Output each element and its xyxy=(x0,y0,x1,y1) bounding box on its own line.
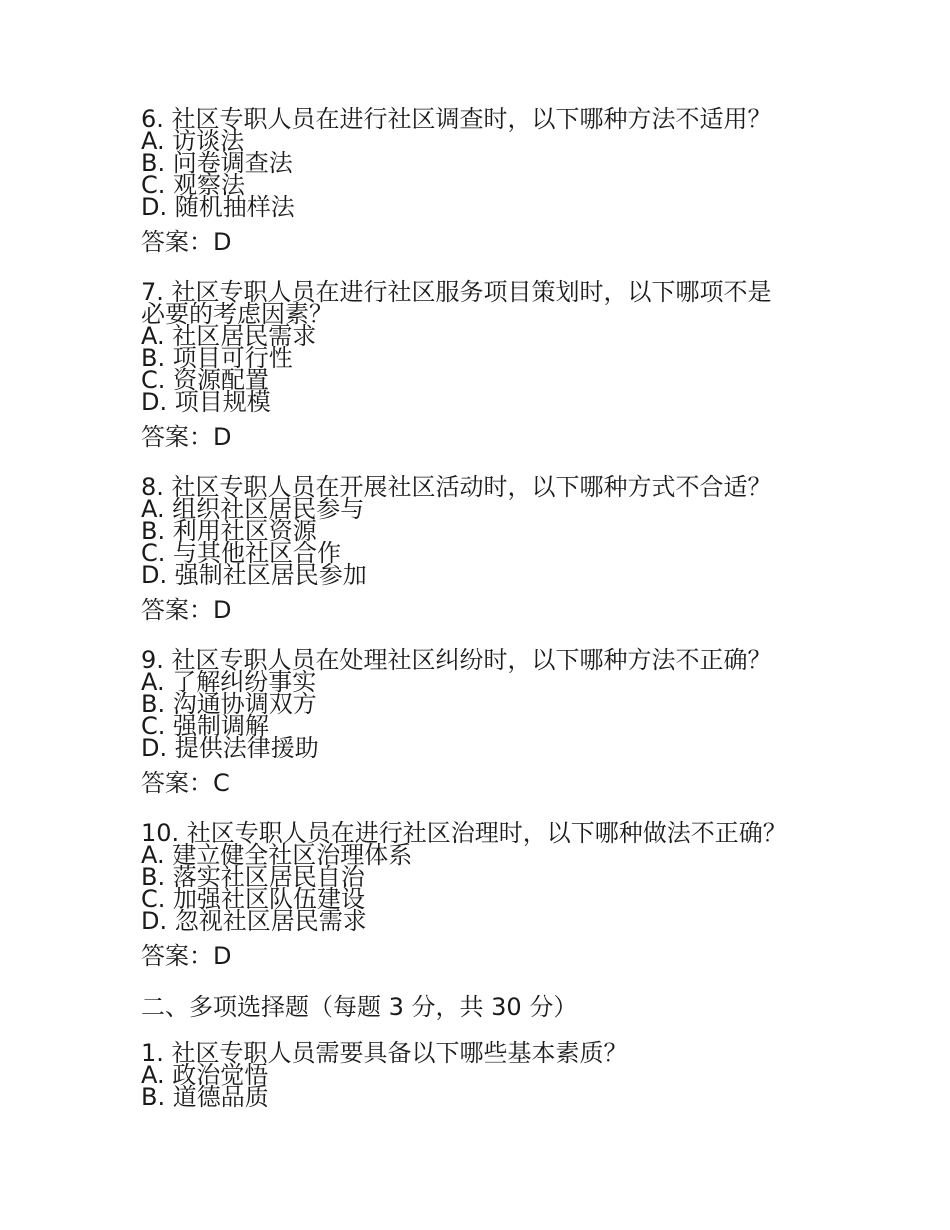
question-9 xyxy=(141,646,841,762)
document-content xyxy=(141,105,841,1120)
question-8 xyxy=(141,473,841,589)
question-7 xyxy=(141,278,841,416)
question-6 xyxy=(141,105,841,221)
option-d: D. 强制社区居民参加 xyxy=(141,561,367,589)
option-a: A. 政治觉悟 xyxy=(141,1061,269,1089)
option-d: D. 忽视社区居民需求 xyxy=(141,907,367,935)
option-b: B. 问卷调查法 xyxy=(141,149,293,177)
option-b: B. 道德品质 xyxy=(141,1083,269,1111)
answer-6: 答案：D xyxy=(141,228,232,256)
question-stem: 8. 社区专职人员在开展社区活动时，以下哪种方式不合适？ xyxy=(141,473,772,501)
multi-question-1 xyxy=(141,1039,841,1111)
option-d: D. 随机抽样法 xyxy=(141,193,295,221)
question-stem-continued: 必要的考虑因素？ xyxy=(141,300,333,328)
option-b: B. 利用社区资源 xyxy=(141,517,317,545)
section-title: 二、多项选择题（每题 3 分，共 30 分） xyxy=(141,993,578,1021)
option-a: A. 建立健全社区治理体系 xyxy=(141,841,413,869)
option-a: A. 访谈法 xyxy=(141,127,245,155)
option-c: C. 资源配置 xyxy=(141,366,270,394)
option-c: C. 加强社区队伍建设 xyxy=(141,885,366,913)
answer-7: 答案：D xyxy=(141,423,232,451)
question-stem: 6. 社区专职人员在进行社区调查时，以下哪种方法不适用？ xyxy=(141,105,772,133)
option-c: C. 观察法 xyxy=(141,171,246,199)
option-d: D. 项目规模 xyxy=(141,388,271,416)
option-b: B. 沟通协调双方 xyxy=(141,690,317,718)
question-stem: 10. 社区专职人员在进行社区治理时，以下哪种做法不正确？ xyxy=(141,819,787,847)
option-a: A. 社区居民需求 xyxy=(141,322,317,350)
option-a: A. 组织社区居民参与 xyxy=(141,495,365,523)
question-stem: 9. 社区专职人员在处理社区纠纷时，以下哪种方法不正确？ xyxy=(141,646,772,674)
option-c: C. 强制调解 xyxy=(141,712,270,740)
option-b: B. 项目可行性 xyxy=(141,344,293,372)
answer-10: 答案：D xyxy=(141,942,232,970)
question-stem: 7. 社区专职人员在进行社区服务项目策划时，以下哪项不是 xyxy=(141,278,772,306)
option-a: A. 了解纠纷事实 xyxy=(141,668,317,696)
answer-9: 答案：C xyxy=(141,769,230,797)
question-10 xyxy=(141,819,841,935)
option-d: D. 提供法律援助 xyxy=(141,734,319,762)
option-b: B. 落实社区居民自治 xyxy=(141,863,365,891)
question-stem: 1. 社区专职人员需要具备以下哪些基本素质？ xyxy=(141,1039,628,1067)
answer-8: 答案：D xyxy=(141,596,232,624)
option-c: C. 与其他社区合作 xyxy=(141,539,342,567)
